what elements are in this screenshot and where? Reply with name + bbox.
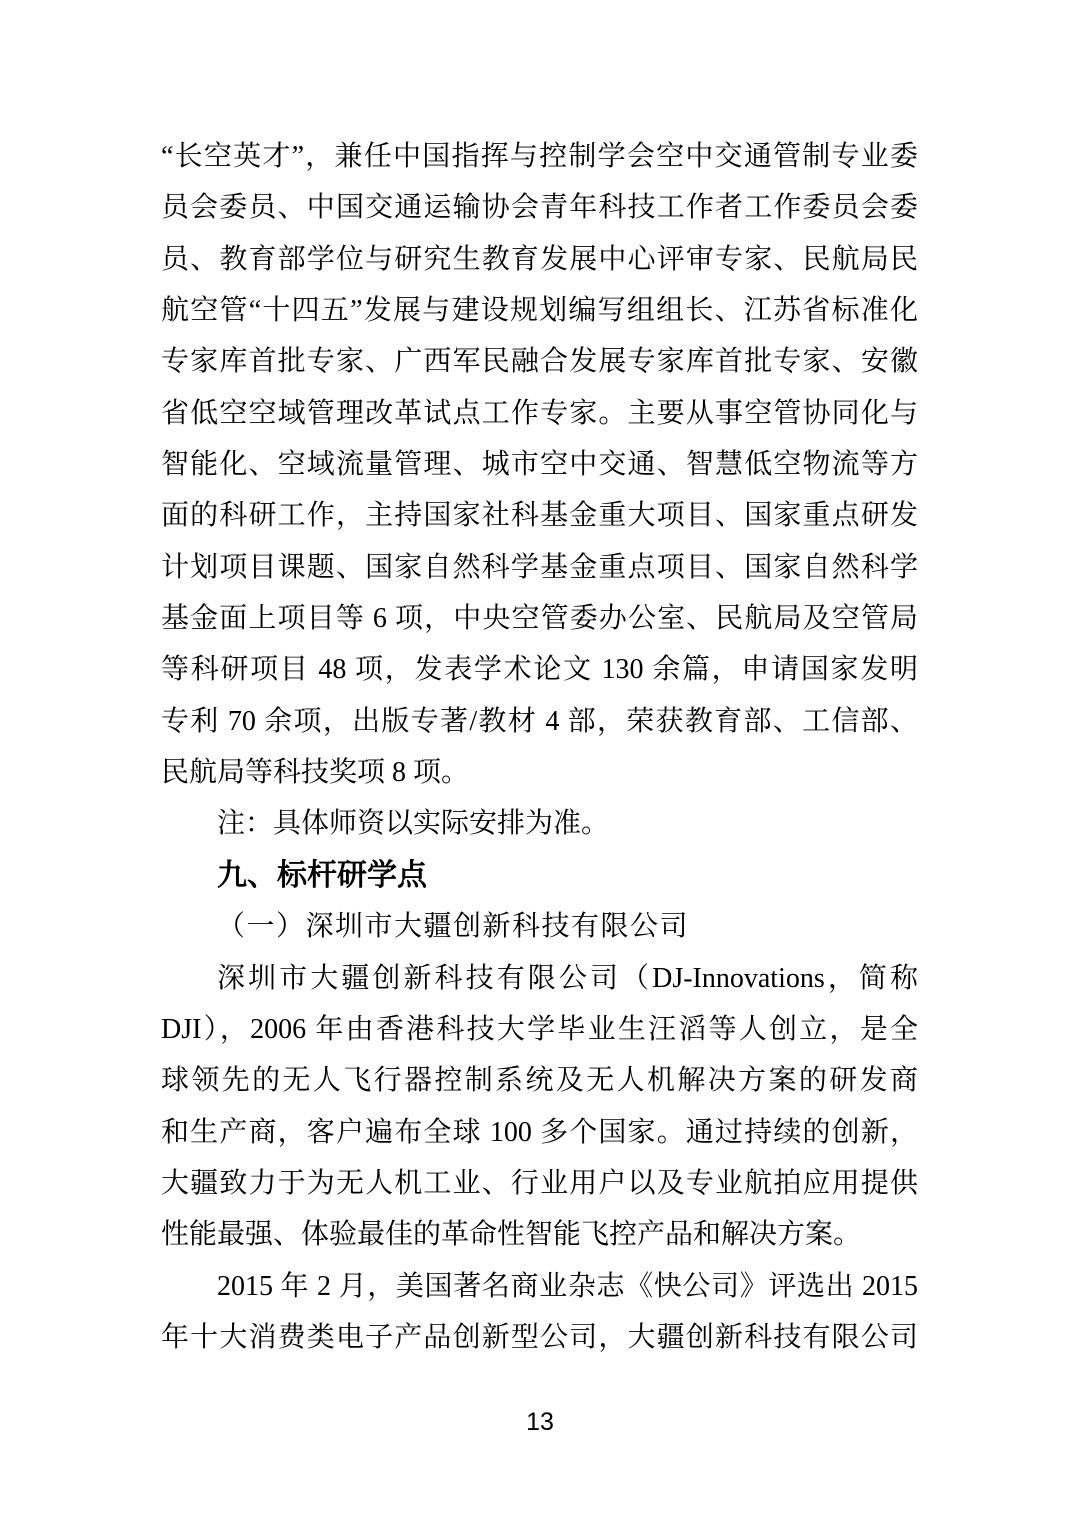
text-line: 智能化、空域流量管理、城市空中交通、智慧低空物流等方	[161, 449, 918, 481]
page-number: 13	[526, 1408, 554, 1436]
text-line: 民航局等科技奖项 8 项。	[161, 757, 470, 789]
paragraph-bio-continuation	[161, 131, 918, 798]
document-content	[161, 131, 918, 1363]
subsection-heading	[161, 901, 918, 952]
section-heading	[161, 850, 918, 901]
text-line: 年十大消费类电子产品创新型公司，大疆创新科技有限公司	[161, 1321, 918, 1353]
paragraph-dji-intro	[161, 953, 918, 1261]
text-line: 员、教育部学位与研究生教育发展中心评审专家、民航局民	[161, 243, 918, 275]
text-line: DJI），2006 年由香港科技大学毕业生汪滔等人创立，是全	[161, 1013, 918, 1045]
text-line: 注：具体师资以实际安排为准。	[217, 808, 610, 840]
text-line: （一）深圳市大疆创新科技有限公司	[217, 911, 690, 943]
text-line: 九、标杆研学点	[217, 858, 427, 892]
text-line: 和生产商，客户遍布全球 100 多个国家。通过持续的创新，	[161, 1116, 918, 1148]
text-line: 基金面上项目等 6 项，中央空管委办公室、民航局及空管局	[161, 603, 918, 635]
text-line: 计划项目课题、国家自然科学基金重点项目、国家自然科学	[161, 551, 918, 583]
text-line: “长空英才”，兼任中国指挥与控制学会空中交通管制专业委	[161, 141, 918, 172]
text-line: 面的科研工作，主持国家社科基金重大项目、国家重点研发	[161, 500, 918, 532]
text-line: 航空管“十四五”发展与建设规划编写组组长、江苏省标准化	[161, 295, 918, 327]
text-line: 2015 年 2 月，美国著名商业杂志《快公司》评选出 2015	[217, 1270, 918, 1302]
text-line: 深圳市大疆创新科技有限公司（DJ-Innovations，简称	[217, 962, 918, 994]
note-line	[161, 798, 918, 849]
paragraph-dji-award	[161, 1261, 918, 1364]
text-line: 省低空空域管理改革试点工作专家。主要从事空管协同化与	[161, 397, 918, 429]
text-line: 专利 70 余项，出版专著/教材 4 部，荣获教育部、工信部、	[161, 705, 918, 737]
text-line: 性能最强、体验最佳的革命性智能飞控产品和解决方案。	[161, 1219, 862, 1251]
text-line: 大疆致力于为无人机工业、行业用户以及专业航拍应用提供	[161, 1167, 918, 1199]
text-line: 等科研项目 48 项，发表学术论文 130 余篇，申请国家发明	[161, 654, 918, 686]
text-line: 专家库首批专家、广西军民融合发展专家库首批专家、安徽	[161, 346, 918, 378]
text-line: 球领先的无人飞行器控制系统及无人机解决方案的研发商	[161, 1065, 918, 1097]
text-line: 员会委员、中国交通运输协会青年科技工作者工作委员会委	[161, 192, 918, 224]
